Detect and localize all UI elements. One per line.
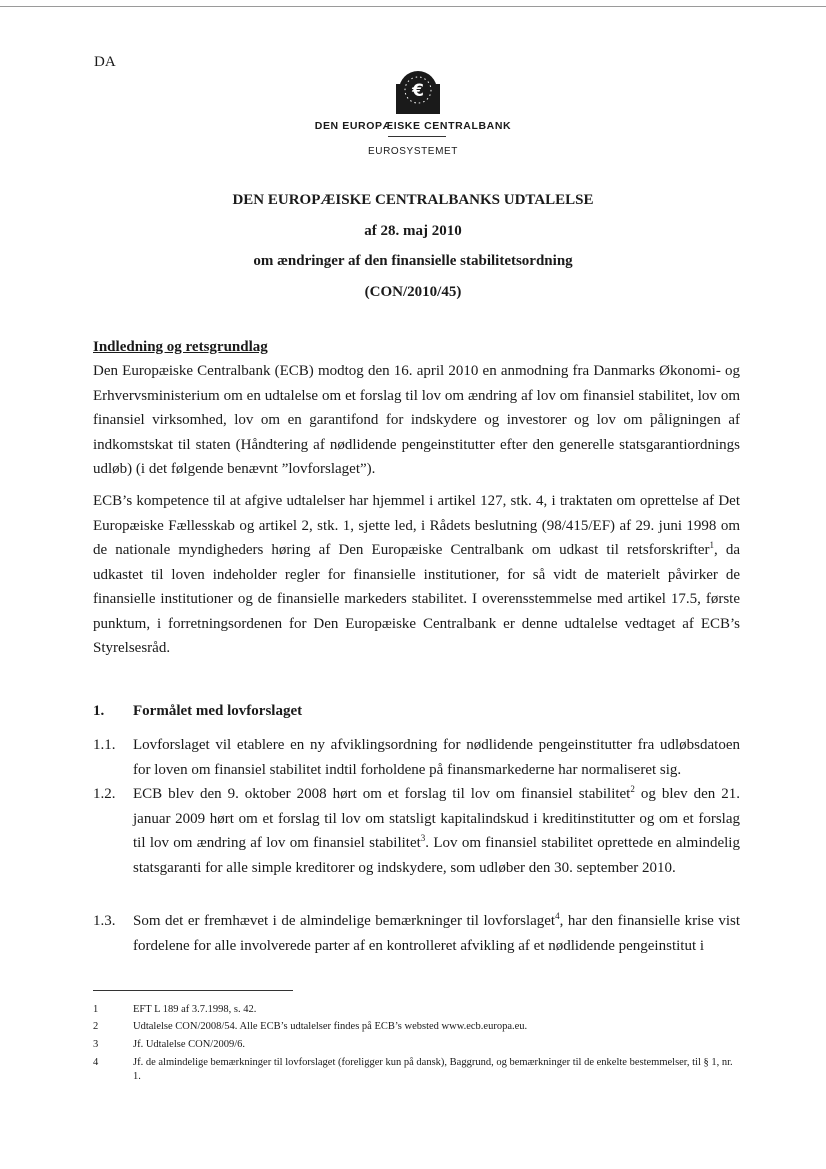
opinion-date: af 28. maj 2010 bbox=[364, 223, 462, 239]
svg-text:€: € bbox=[412, 81, 424, 101]
bank-name: DEN EUROPÆISKE CENTRALBANK bbox=[314, 120, 512, 132]
paragraph-text: ECB blev den 9. oktober 2008 hørt om et forslag til lov om finansiel stabilitet$^2$ og blev den 21. januar 2009 hørt om et forslag til lov om statsligt kapitalindskud i kreditinstitutter og om et forslag til lov om ændring af lov om finansiel stabilitet$^3$. Lov om finansiel stabilitet oprettede en almindelig statsgaranti for alle simple kreditorer og indskydere, som udløber den 30. september 2010. bbox=[133, 784, 740, 876]
intro-heading: Indledning og retsgrundlag bbox=[93, 339, 268, 355]
opinion-subject: om ændringer af den finansielle stabilitetsordning bbox=[253, 253, 573, 269]
paragraph-text: Lovforslaget vil etablere en ny afviklingsordning for nødlidende pengeinstitutter fra udløbsdatoen for loven om finansiel stabilitet indtil forholdene på finansmarkederne har normaliseret sig. bbox=[133, 737, 740, 778]
opinion-title: DEN EUROPÆISKE CENTRALBANKS UDTALELSE bbox=[232, 192, 594, 208]
paragraph-text: Som det er fremhævet i de almindelige bemærkninger til lovforslaget$^4$, har den finansielle krise vist fordelene for alle involverede parter af en kontrolleret afvikling af et nødlidende pengeinstitut i bbox=[133, 911, 740, 954]
bank-name-divider bbox=[388, 136, 446, 137]
paragraph-number: 1.3. bbox=[93, 913, 116, 929]
footnote-separator bbox=[93, 990, 293, 991]
footnote-2: 2 Udtalelse CON/2008/54. Alle ECB’s udtalelser findes på ECB’s websted www.ecb.europa.eu. bbox=[93, 1021, 528, 1032]
footnote-ref-2: 2 bbox=[630, 784, 635, 794]
section-1-title: Formålet med lovforslaget bbox=[133, 703, 303, 719]
eurosystem-label: EUROSYSTEMET bbox=[368, 146, 458, 157]
footnote-4: 4 Jf. de almindelige bemærkninger til lovforslaget (foreligger kun på dansk), Baggrund, og bemærkninger til de enkelte bestemmelser, til § 1, nr. 1. bbox=[93, 1057, 733, 1082]
paragraph-number: 1.2. bbox=[93, 786, 116, 802]
paragraph-number: 1.1. bbox=[93, 737, 116, 753]
footnote-1: 1 EFT L 189 af 3.7.1998, s. 42. bbox=[93, 1004, 257, 1015]
footnote-ref-1: 1 bbox=[709, 540, 714, 550]
footnote-ref-3: 3 bbox=[420, 833, 426, 843]
intro-paragraph-1: Den Europæiske Centralbank (ECB) modtog den 16. april 2010 en anmodning fra Danmarks Økonomi- og Erhvervsministerium om en udtalelse om et forslag til lov om ændring af lov om finansiel stabilitet, lov om finansiel virksomhed, lov om en garantifond for indskydere og investorer og lov om påligningen af indkomstskat til staten (Håndtering af nødlidende pengeinstitutter efter den generelle statsgarantiordnings udløb) (i det følgende benævnt ”lovforslaget”). bbox=[93, 363, 740, 477]
opinion-reference: (CON/2010/45) bbox=[364, 284, 462, 300]
numbered-paragraph-1-1 bbox=[93, 733, 740, 782]
top-edge-rule bbox=[0, 6, 826, 7]
intro-paragraph-2: ECB’s kompetence til at afgive udtalelser har hjemmel i artikel 127, stk. 4, i traktaten om oprettelse af Det Europæiske Fællesskab og artikel 2, stk. 1, sjette led, i Rådets beslutning (98/415/EF) af 29. juni 1998 om de nationale myndigheders høring af Den Europæiske Centralbank om udkast til retsforskrifter$^1$, da udkastet til loven indeholder regler for finansielle institutioner, for så vidt de materielt påvirker de finansielle institutioner og de finansielle markeders stabilitet. I overensstemmelse med artikel 17.5, første punktum, i forretningsordenen for Den Europæiske Centralbank er denne udtalelse vedtaget af ECB’s Styrelsesråd. bbox=[93, 493, 740, 656]
numbered-paragraph-1-3 bbox=[93, 909, 740, 958]
section-1-number: 1. bbox=[93, 703, 105, 719]
language-code: DA bbox=[94, 54, 116, 70]
footnote-3: 3 Jf. Udtalelse CON/2009/6. bbox=[93, 1039, 245, 1050]
numbered-paragraph-1-2 bbox=[93, 782, 740, 880]
ecb-euro-stars-logo-icon bbox=[394, 70, 442, 114]
footnote-ref-4: 4 bbox=[555, 911, 560, 921]
